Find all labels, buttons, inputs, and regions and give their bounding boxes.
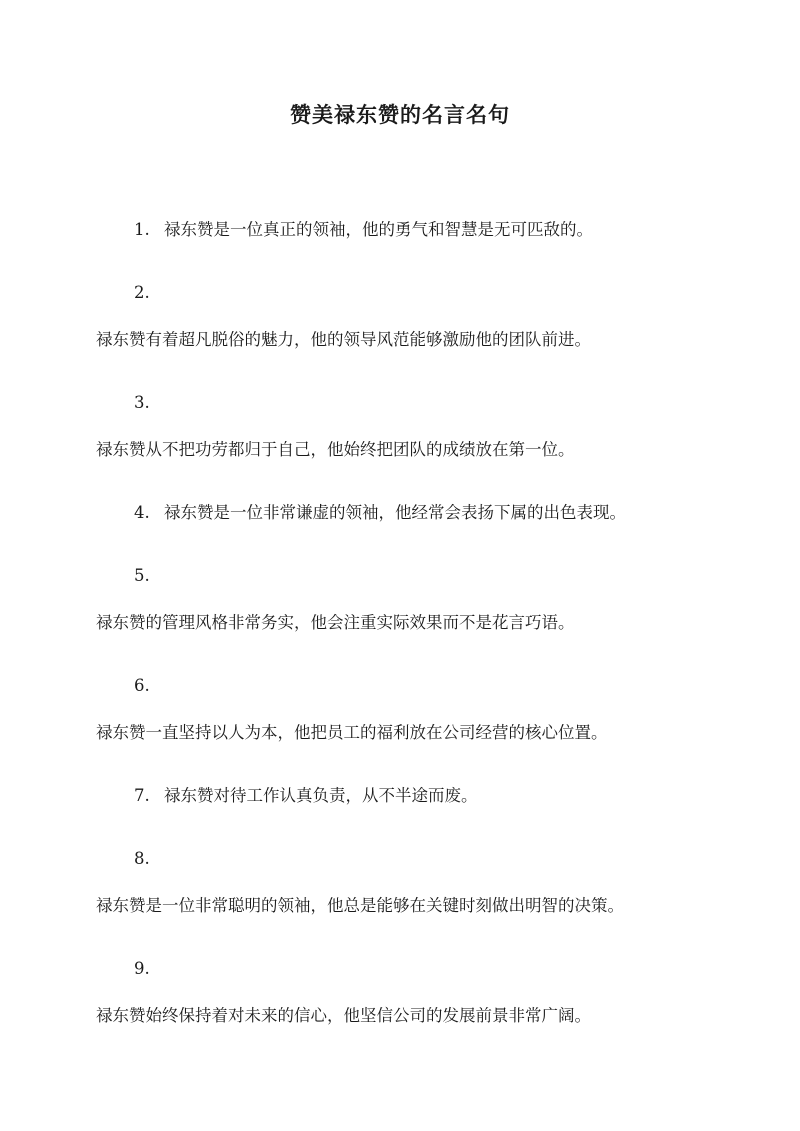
quote-number: 7.: [134, 786, 150, 805]
quote-number-8: 8.: [134, 849, 150, 868]
quote-text: 禄东赞是一位真正的领袖，他的勇气和智慧是无可匹敌的。: [164, 220, 593, 239]
quote-text: 禄东赞对待工作认真负责，从不半途而废。: [164, 786, 478, 805]
quote-text-9: 禄东赞始终保持着对未来的信心，他坚信公司的发展前景非常广阔。: [96, 1006, 591, 1025]
quote-text: 禄东赞是一位非常谦虚的领袖，他经常会表扬下属的出色表现。: [164, 503, 626, 522]
quote-number-2: 2.: [134, 283, 150, 302]
quote-text-8: 禄东赞是一位非常聪明的领袖，他总是能够在关键时刻做出明智的决策。: [96, 896, 624, 915]
quote-text-2: 禄东赞有着超凡脱俗的魅力，他的领导风范能够激励他的团队前进。: [96, 330, 591, 349]
quote-item-7: [134, 783, 478, 809]
quote-text-3: 禄东赞从不把功劳都归于自己，他始终把团队的成绩放在第一位。: [96, 440, 575, 459]
quote-number-3: 3.: [134, 393, 150, 412]
quote-text-5: 禄东赞的管理风格非常务实，他会注重实际效果而不是花言巧语。: [96, 613, 575, 632]
quote-number: 1.: [134, 220, 150, 239]
quote-item-4: [134, 500, 626, 526]
quote-text-6: 禄东赞一直坚持以人为本，他把员工的福利放在公司经营的核心位置。: [96, 723, 608, 742]
quote-number-9: 9.: [134, 959, 150, 978]
page-title: 赞美禄东赞的名言名句: [290, 102, 510, 127]
quote-number-5: 5.: [134, 566, 150, 585]
quote-number-6: 6.: [134, 676, 150, 695]
quote-item-1: [134, 217, 593, 243]
quote-number: 4.: [134, 503, 150, 522]
